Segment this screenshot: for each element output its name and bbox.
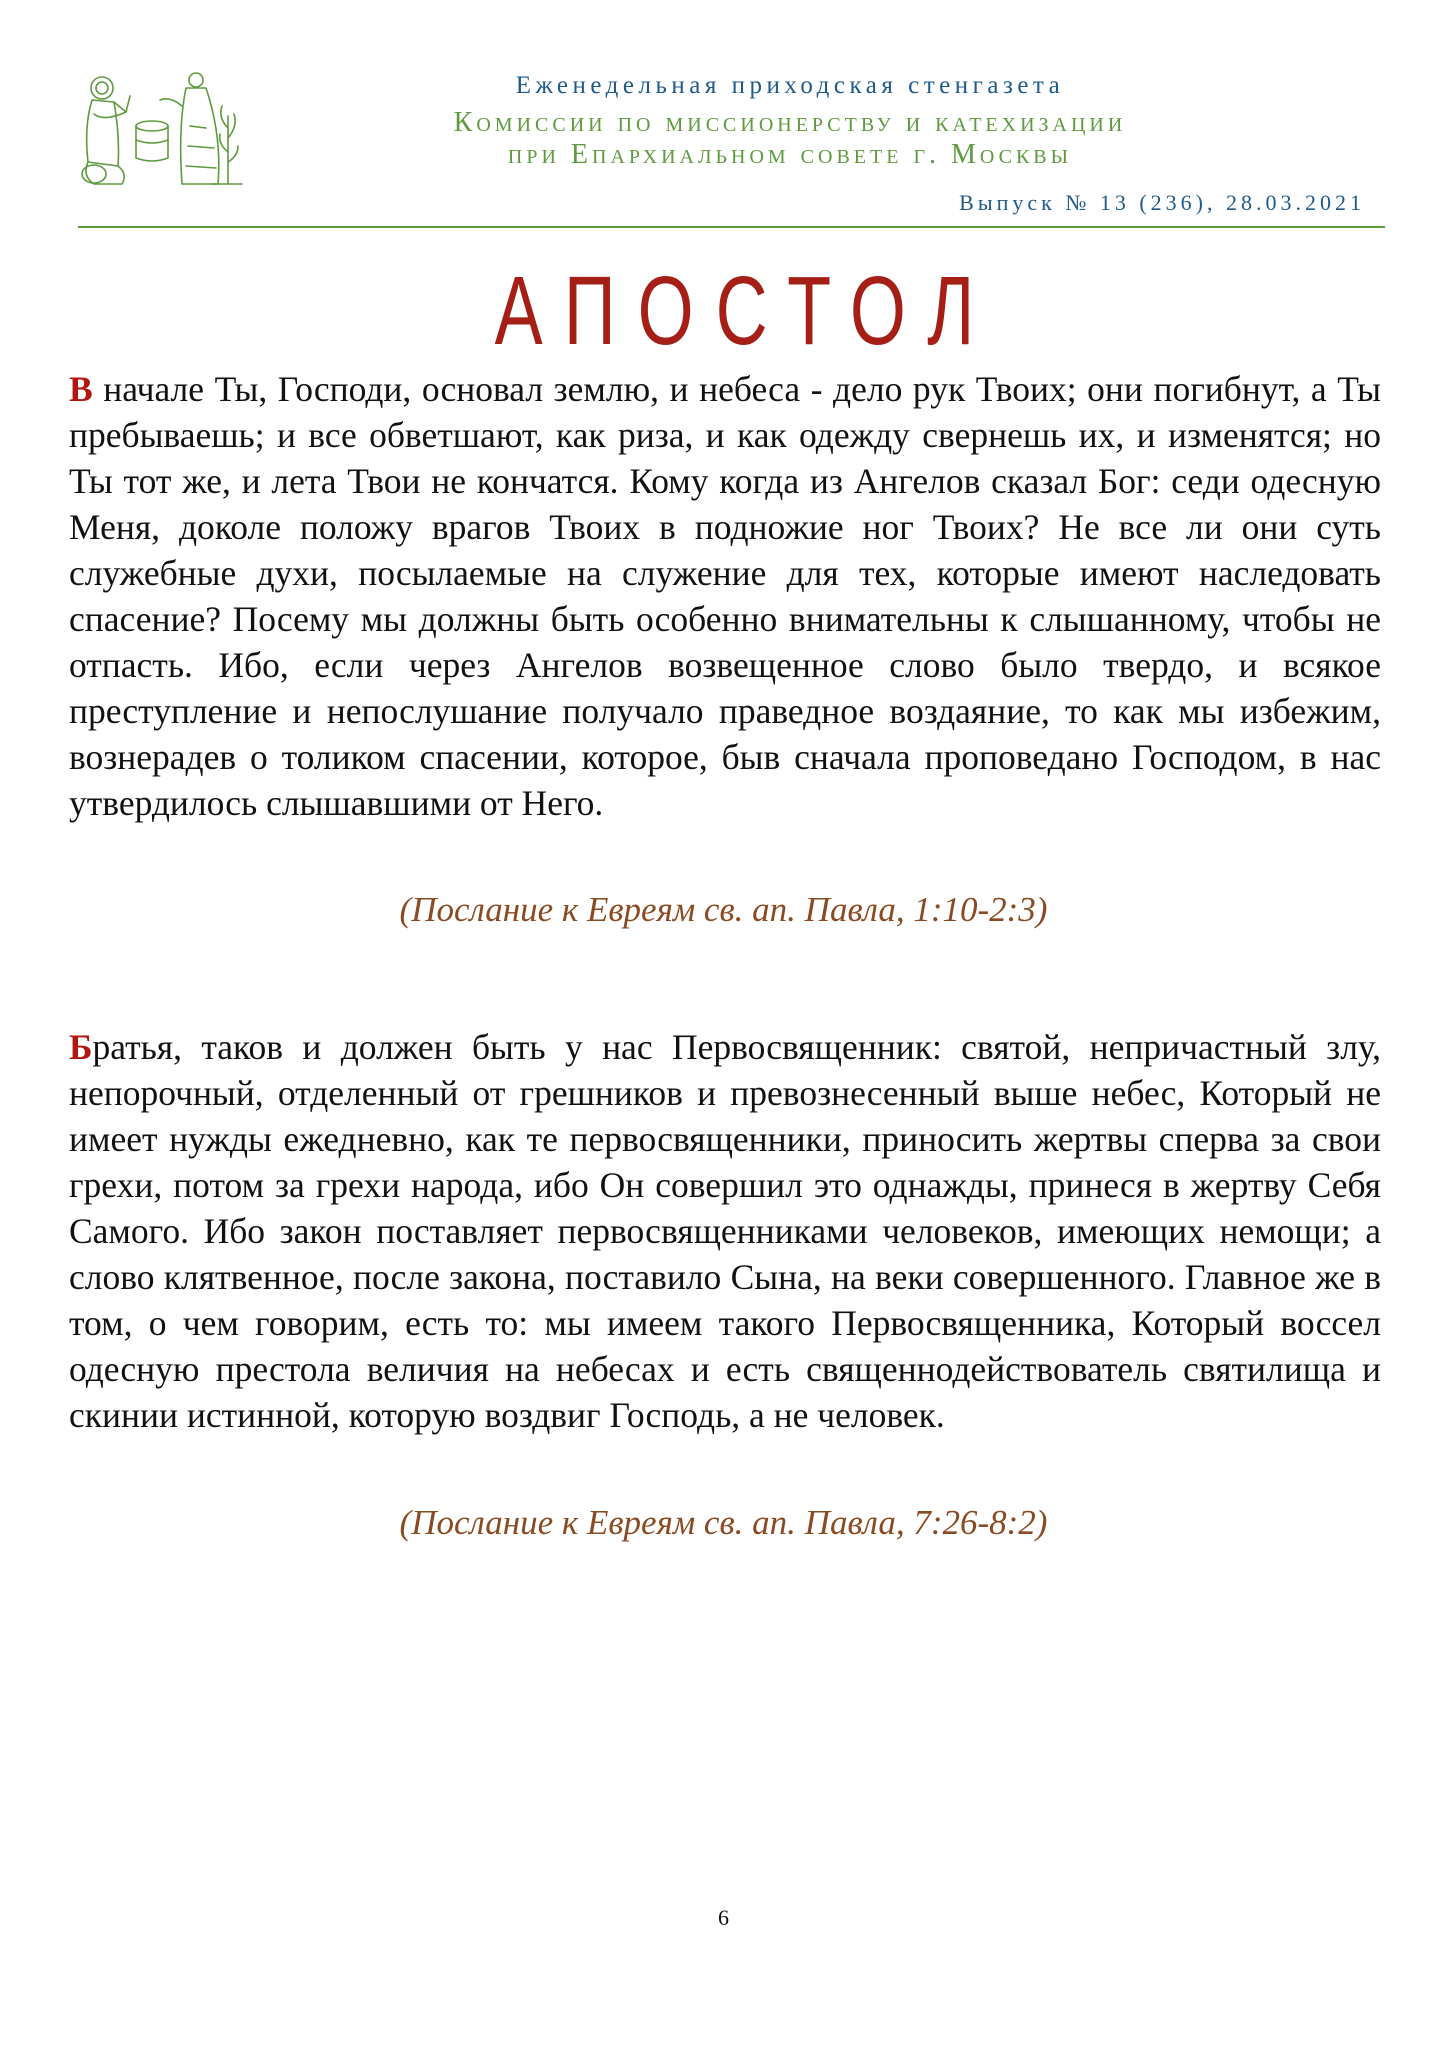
issue-number-date: Выпуск № 13 (236), 28.03.2021 xyxy=(959,190,1365,215)
publisher-line-1: Комиссии по миссионерству и катехизации xyxy=(453,107,1127,138)
reading-text xyxy=(69,366,1381,826)
header-divider xyxy=(78,226,1385,228)
drop-initial: В xyxy=(69,369,93,409)
reading-citation: (Послание к Евреям св. ап. Павла, 7:26-8:2) xyxy=(399,1503,1048,1542)
reading-text xyxy=(69,1024,1381,1438)
reading-body: начале Ты, Господи, основал землю, и небеса - дело рук Твоих; они погибнут, а Ты пребываешь; и все обветшают, как риза, и как одежду свернешь их, и изменятся; но Ты тот же, и лета Твои не кончатся. Кому когда из Ангелов сказал Бог: седи одесную Меня, доколе положу врагов Твоих в подножие ног Твоих? Не все ли они суть служебные духи, посылаемые на служение для тех, которые имеют наследовать спасение? Посему мы должны быть особенно внимательны к слышанному, чтобы не отпасть. Ибо, если через Ангелов возвещенное слово было твердо, и всякое преступление и непослушание получало праведное воздаяние, то как мы избежим, вознерадев о толиком спасении, которое, быв сначала проповедано Господом, в нас утвердилось слышавшими от Него. xyxy=(69,369,1381,823)
page-number: 6 xyxy=(718,1905,729,1930)
drop-initial: Б xyxy=(69,1027,93,1067)
publisher-line-2: при Епархиальном совете г. Москвы xyxy=(507,139,1073,170)
section-title: АПОСТОЛ xyxy=(494,257,997,366)
reading-citation: (Послание к Евреям св. ап. Павла, 1:10-2:3) xyxy=(399,890,1048,929)
reading-body: ратья, таков и должен быть у нас Первосвященник: святой, непричастный злу, непорочный, отделенный от грешников и превознесенный выше небес, Который не имеет нужды ежедневно, как те первосвященники, приносить жертвы сперва за свои грехи, потом за грехи народа, ибо Он совершил это однажды, принеся в жертву Себя Самого. Ибо закон поставляет первосвященниками человеков, имеющих немощи; а слово клятвенное, после закона, поставило Сына, на веки совершенного. Главное же в том, о чем говорим, есть то: мы имеем такого Первосвященника, Который воссел одесную престола величия на небесах и есть священнодействователь святилища и скинии истинной, которую воздвиг Господь, а не человек. xyxy=(69,1027,1381,1435)
christ-samaritan-woman-logo-icon xyxy=(74,66,244,196)
newspaper-subtitle: Еженедельная приходская стенгазета xyxy=(515,72,1065,99)
